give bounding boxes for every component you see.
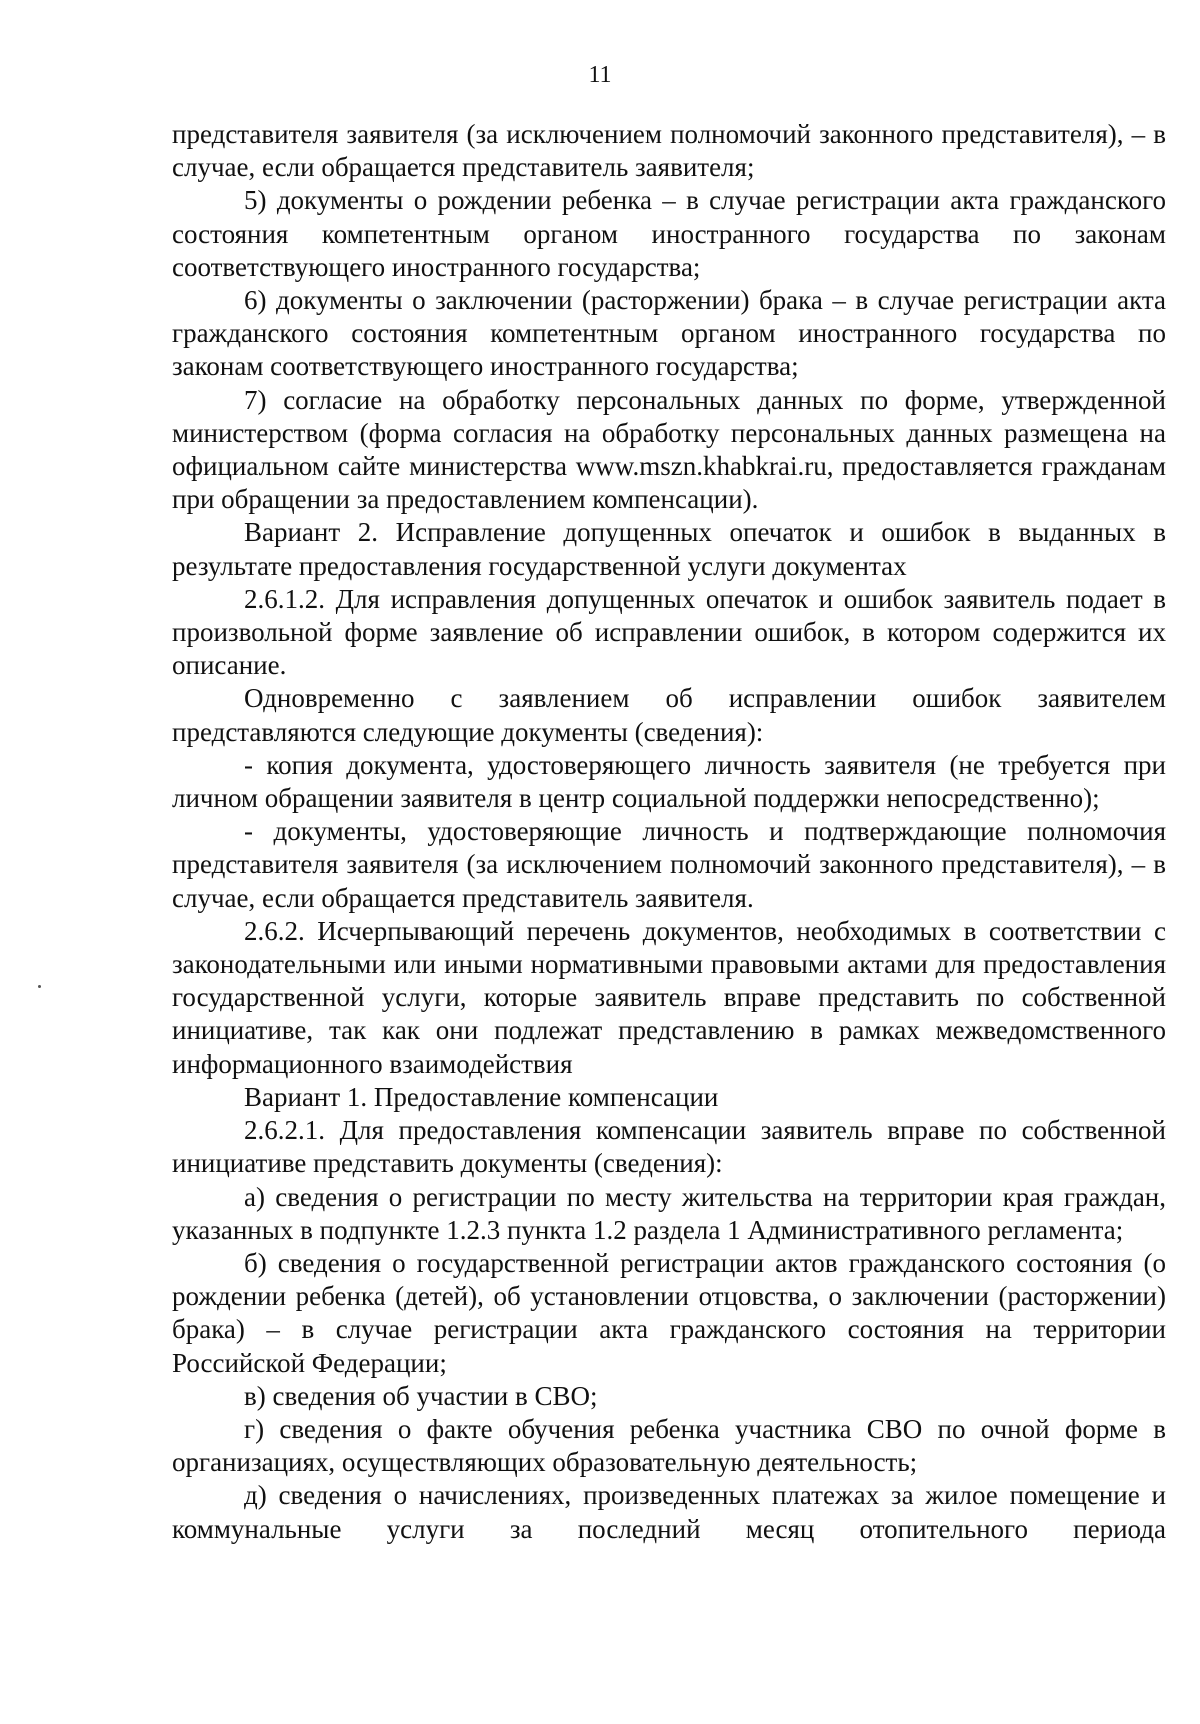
paragraph-item-v: в) сведения об участии в СВО; [244,1380,598,1411]
paragraph-item-a: а) сведения о регистрации по месту жительства на территории края граждан, указанных в подпункте 1.2.3 пункта 1.2 раздела 1 Административного регламента; [172,1181,1166,1245]
paragraph-item-6: 6) документы о заключении (расторжении) брака – в случае регистрации акта гражданского состояния компетентным органом иностранного государства по законам соответствующего иностранного государства; [172,285,1166,382]
paragraph-item-5: 5) документы о рождении ребенка – в случае регистрации акта гражданского состояния компетентным органом иностранного государства по законам соответствующего иностранного государства; [172,185,1166,282]
paragraph-dash-copy-document: - копия документа, удостоверяющего личность заявителя (не требуется при личном обращении заявителя в центр социальной поддержки непосредственно); [172,749,1166,814]
paragraph-2-6-1-2: 2.6.1.2. Для исправления допущенных опечаток и ошибок заявитель подает в произвольной форме заявление об исправлении ошибок, в котором содержится их описание. [172,583,1166,681]
paragraph-2-6-2-1: 2.6.2.1. Для предоставления компенсации заявитель вправе по собственной инициативе представить документы (сведения): [172,1115,1166,1179]
paragraph-item-7: 7) согласие на обработку персональных данных по форме, утвержденной министерством (форма согласия на обработку персональных данных размещена на официальном сайте министерства www.mszn.khabkrai.ru, предоставляется гражданам при обращении за предоставлением компенсации). [172,384,1166,515]
scan-speck [38,985,41,988]
paragraph-variant-1-heading: Вариант 1. Предоставление компенсации [244,1081,719,1112]
paragraph-item-d: д) сведения о начислениях, произведенных платежах за жилое помещение и коммунальные услуги за последний месяц отопительного периода [172,1480,1166,1544]
page-number: 11 [588,62,612,88]
paragraph-simultaneously: Одновременно с заявлением об исправлении ошибок заявителем представляются следующие документы (сведения): [172,683,1166,747]
paragraph-continuation: представителя заявителя (за исключением полномочий законного представителя), – в случае, если обращается представитель заявителя; [172,119,1166,183]
paragraph-item-b: б) сведения о государственной регистрации актов гражданского состояния (о рождении ребенка (детей), об установлении отцовства, о заключении (расторжении) брака) – в случае регистрации акта гражданского состояния на территории Российской Федерации; [172,1247,1166,1378]
paragraph-item-g: г) сведения о факте обучения ребенка участника СВО по очной форме в организациях, осуществляющих образовательную деятельность; [172,1413,1166,1478]
paragraph-variant-2-heading: Вариант 2. Исправление допущенных опечаток и ошибок в выданных в результате предоставления государственной услуги документах [172,517,1166,581]
document-body [172,118,1166,1546]
paragraph-dash-representative-documents: - документы, удостоверяющие личность и подтверждающие полномочия представителя заявителя (за исключением полномочий законного представителя), – в случае, если обращается представитель заявителя. [172,816,1166,913]
paragraph-2-6-2: 2.6.2. Исчерпывающий перечень документов, необходимых в соответствии с законодательными или иными нормативными правовыми актами для предоставления государственной услуги, которые заявитель вправе представить по собственной инициативе, так как они подлежат представлению в рамках межведомственного информационного взаимодействия [172,915,1166,1079]
